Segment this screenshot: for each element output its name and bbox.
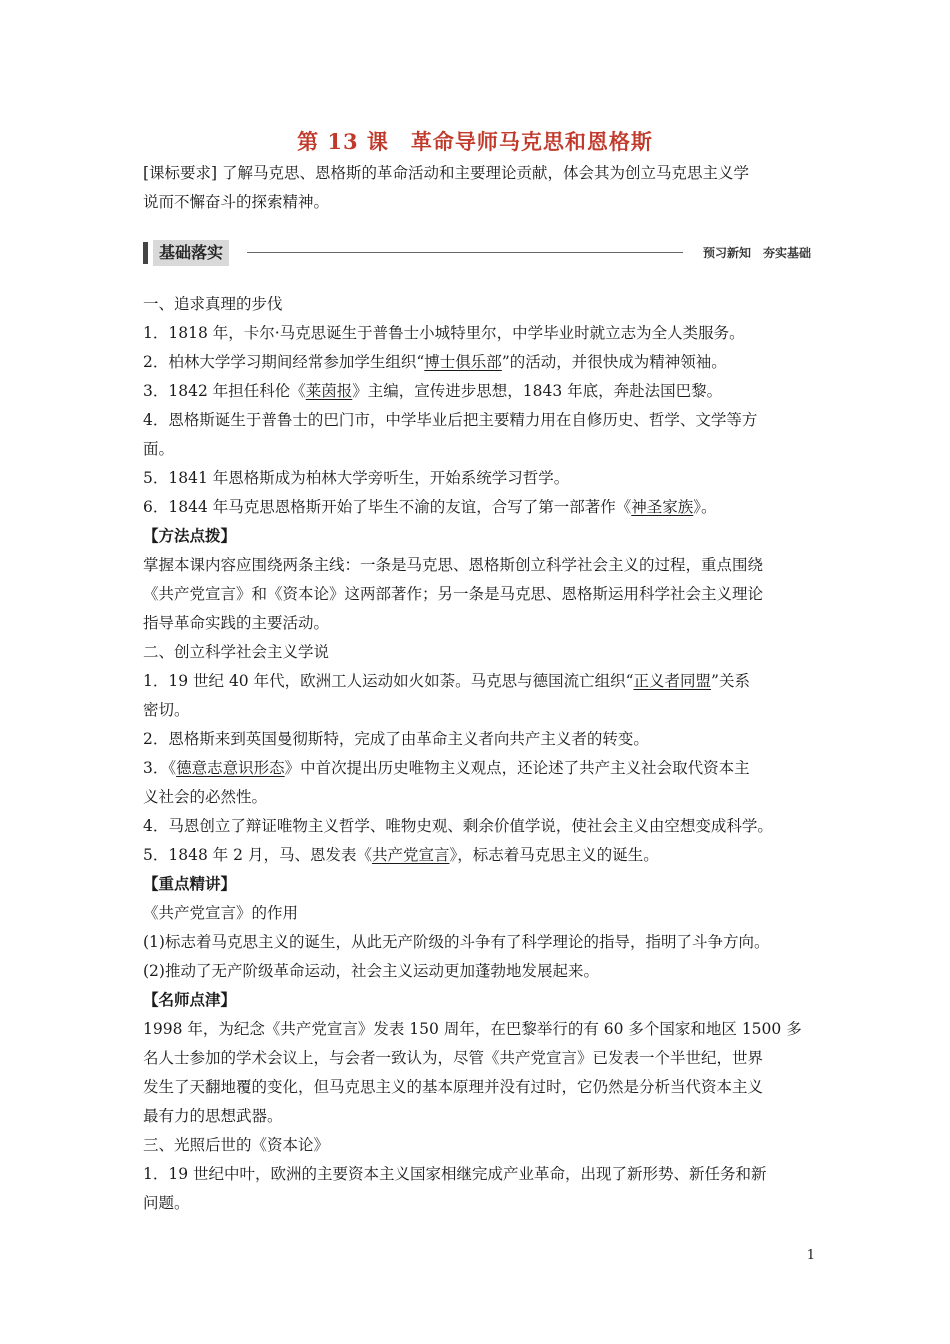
section3-line-1: 1．19 世纪中叶，欧洲的主要资本主义国家相继完成产业革命，出现了新形势、新任务和新: [143, 1165, 767, 1183]
focus-heading: 【重点精讲】: [143, 875, 237, 893]
section2-item-1-line-2: 密切。: [143, 701, 190, 719]
teacher-heading: 【名师点津】: [143, 991, 237, 1009]
section2-item-1: 1．19 世纪 40 年代，欧洲工人运动如火如荼。马克思与德国流亡组织“正义者同盟”关系: [143, 672, 750, 690]
section1-item-5: 5．1841 年恩格斯成为柏林大学旁听生，开始系统学习哲学。: [143, 469, 570, 487]
requirement-label: [课标要求]: [143, 164, 218, 182]
method-line-1: 掌握本课内容应围绕两条主线：一条是马克思、恩格斯创立科学社会主义的过程，重点围绕: [143, 556, 764, 574]
teacher-line-1: 1998 年，为纪念《共产党宣言》发表 150 周年，在巴黎举行的有 60 多个国家和地区 1500 多: [143, 1020, 802, 1038]
section1-item-4-line-1: 4．恩格斯诞生于普鲁士的巴门市，中学毕业后把主要精力用在自修历史、哲学、文学等方: [143, 411, 758, 429]
banner-label: 基础落实: [153, 240, 229, 266]
section2-item-5: 5．1848 年 2 月，马、恩发表《共产党宣言》，标志着马克思主义的诞生。: [143, 846, 659, 864]
section2-item-3-line-2: 义社会的必然性。: [143, 788, 268, 806]
banner-bar: [143, 242, 148, 264]
underlined-term: 莱茵报: [305, 382, 353, 400]
banner-subtitle: 预习新知 夯实基础: [702, 246, 811, 260]
section1-item-6: 6．1844 年马克思恩格斯开始了毕生不渝的友谊，合写了第一部著作《神圣家族》。: [143, 498, 717, 516]
page-number: 1: [806, 1248, 815, 1263]
focus-line-3: (2)推动了无产阶级革命运动，社会主义运动更加蓬勃地发展起来。: [143, 962, 599, 980]
teacher-line-3: 发生了天翻地覆的变化，但马克思主义的基本原理并没有过时，它仍然是分析当代资本主义: [143, 1078, 764, 1096]
underlined-term: 共产党宣言: [371, 846, 450, 864]
section2-item-2: 2．恩格斯来到英国曼彻斯特，完成了由革命主义者向共产主义者的转变。: [143, 730, 649, 748]
lesson-title: 第 13 课 革命导师马克思和恩格斯: [297, 129, 653, 154]
section2-heading: 二、创立科学社会主义学说: [143, 643, 330, 661]
section3-heading: 三、光照后世的《资本论》: [143, 1136, 330, 1154]
section-banner: [143, 240, 811, 266]
method-heading: 【方法点拨】: [143, 527, 237, 545]
teacher-line-4: 最有力的思想武器。: [143, 1107, 283, 1125]
method-line-2: 《共产党宣言》和《资本论》这两部著作；另一条是马克思、恩格斯运用科学社会主义理论: [143, 585, 764, 603]
section2-item-4: 4．马恩创立了辩证唯物主义哲学、唯物史观、剩余价值学说，使社会主义由空想变成科学。: [143, 817, 773, 835]
section1-item-1: 1．1818 年，卡尔·马克思诞生于普鲁士小城特里尔，中学毕业时就立志为全人类服务。: [143, 324, 745, 342]
underlined-term: 博士俱乐部: [424, 353, 502, 371]
teacher-line-2: 名人士参加的学术会议上，与会者一致认为，尽管《共产党宣言》已发表一个半世纪，世界: [143, 1049, 764, 1067]
focus-line-2: (1)标志着马克思主义的诞生，从此无产阶级的斗争有了科学理论的指导，指明了斗争方向。: [143, 933, 770, 951]
section1-item-3: 3．1842 年担任科伦《莱茵报》主编，宣传进步思想，1843 年底，奔赴法国巴黎。: [143, 382, 723, 400]
requirement-line-1: [课标要求] 了解马克思、恩格斯的革命活动和主要理论贡献，体会其为创立马克思主义学: [143, 164, 750, 182]
section1-item-2: 2．柏林大学学习期间经常参加学生组织“博士俱乐部”的活动，并很快成为精神领袖。: [143, 353, 727, 371]
focus-line-1: 《共产党宣言》的作用: [143, 904, 299, 922]
underlined-term: 德意志意识形态: [176, 759, 285, 777]
banner-rule: [247, 252, 683, 253]
section1-item-4-line-2: 面。: [143, 440, 175, 458]
section2-item-3: 3．《德意志意识形态》中首次提出历史唯物主义观点，还论述了共产主义社会取代资本主: [143, 759, 750, 777]
section1-heading: 一、追求真理的步伐: [143, 295, 283, 313]
method-line-3: 指导革命实践的主要活动。: [143, 614, 330, 632]
requirement-line-2: 说而不懈奋斗的探索精神。: [143, 193, 330, 211]
underlined-term: 正义者同盟: [633, 672, 712, 690]
section3-line-2: 问题。: [143, 1194, 190, 1212]
underlined-term: 神圣家族: [631, 498, 694, 516]
